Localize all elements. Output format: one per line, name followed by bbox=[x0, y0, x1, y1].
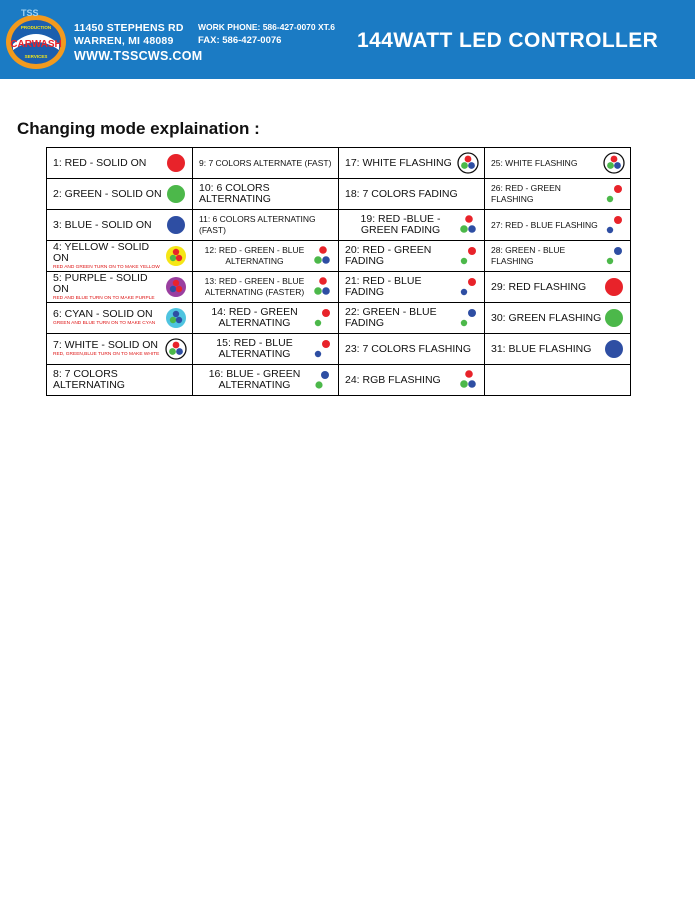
mode-cell bbox=[485, 241, 630, 271]
mode-cell bbox=[485, 303, 630, 333]
mode-cell bbox=[339, 179, 484, 209]
mode-note: RED AND BLUE TURN ON TO MAKE PURPLE bbox=[53, 295, 155, 301]
table-cell bbox=[47, 241, 193, 272]
table-row bbox=[47, 334, 631, 365]
work-phone: WORK PHONE: 586-427-0070 XT.6 bbox=[198, 22, 335, 32]
purple-mix-icon bbox=[164, 276, 188, 298]
green-dot-icon bbox=[602, 307, 626, 329]
website-text: WWW.TSSCWS.COM bbox=[74, 49, 203, 63]
mode-cell bbox=[47, 179, 192, 209]
mode-label: 13: RED - GREEN - BLUE ALTERNATING (FASTER) bbox=[204, 276, 305, 297]
white-rgb-icon bbox=[602, 152, 626, 174]
rgb-triad-icon bbox=[310, 245, 334, 267]
table-cell bbox=[47, 148, 193, 179]
empty-cell bbox=[485, 365, 630, 395]
mode-cell bbox=[47, 210, 192, 240]
blue-dot-icon bbox=[602, 338, 626, 360]
mode-label: 10: 6 COLORS ALTERNATING bbox=[199, 182, 271, 205]
table-row bbox=[47, 210, 631, 241]
table-cell bbox=[339, 303, 485, 334]
mode-label: 4: YELLOW - SOLID ON bbox=[53, 240, 150, 264]
blue-green-icon bbox=[310, 369, 334, 391]
table-cell bbox=[47, 365, 193, 396]
mode-label: 25: WHITE FLASHING bbox=[491, 157, 578, 168]
mode-cell bbox=[193, 365, 338, 395]
mode-cell bbox=[339, 241, 484, 271]
table-cell bbox=[47, 303, 193, 334]
company-address bbox=[74, 22, 184, 48]
red-green-icon bbox=[310, 307, 334, 329]
table-cell bbox=[339, 179, 485, 210]
table-cell bbox=[485, 210, 631, 241]
mode-cell bbox=[485, 179, 630, 209]
contact-phone bbox=[198, 21, 335, 47]
fax-number: FAX: 586-427-0076 bbox=[198, 35, 282, 46]
header-banner bbox=[0, 0, 695, 79]
table-cell bbox=[485, 334, 631, 365]
mode-cell bbox=[339, 148, 484, 178]
red-dot-icon bbox=[164, 152, 188, 174]
table-cell bbox=[485, 272, 631, 303]
mode-label: 27: RED - BLUE FLASHING bbox=[491, 219, 598, 230]
mode-cell bbox=[193, 210, 338, 240]
table-row bbox=[47, 148, 631, 179]
mode-cell bbox=[47, 241, 192, 271]
rgb-triad-icon bbox=[310, 276, 334, 298]
mode-table-body bbox=[47, 148, 631, 396]
mode-label: 19: RED -BLUE - GREEN FADING bbox=[360, 213, 441, 236]
mode-label: 30: GREEN FLASHING bbox=[491, 311, 602, 324]
mode-label: 5: PURPLE - SOLID ON bbox=[53, 271, 148, 295]
red-blue-icon bbox=[456, 276, 480, 298]
table-cell bbox=[193, 179, 339, 210]
mode-cell bbox=[193, 303, 338, 333]
white-rgb-icon bbox=[456, 152, 480, 174]
table-cell bbox=[193, 210, 339, 241]
mode-label: 7: WHITE - SOLID ON bbox=[53, 339, 159, 351]
address-line-1: 11450 STEPHENS RD bbox=[74, 22, 184, 34]
green-blue-icon bbox=[602, 245, 626, 267]
mode-cell bbox=[485, 334, 630, 364]
table-cell bbox=[339, 334, 485, 365]
mode-cell bbox=[193, 241, 338, 271]
mode-label: 8: 7 COLORS ALTERNATING bbox=[53, 368, 125, 391]
mode-label: 2: GREEN - SOLID ON bbox=[53, 187, 162, 200]
rgb-triad-icon bbox=[456, 214, 480, 236]
table-row bbox=[47, 179, 631, 210]
table-cell bbox=[47, 179, 193, 210]
mode-label: 3: BLUE - SOLID ON bbox=[53, 218, 152, 231]
mode-label: 31: BLUE FLASHING bbox=[491, 342, 592, 355]
mode-label: 29: RED FLASHING bbox=[491, 280, 587, 293]
mode-label: 11: 6 COLORS ALTERNATING (FAST) bbox=[199, 214, 316, 235]
white-rgb-icon bbox=[164, 338, 188, 360]
table-cell bbox=[339, 241, 485, 272]
mode-label: 12: RED - GREEN - BLUE ALTERNATING bbox=[204, 245, 305, 266]
table-row bbox=[47, 365, 631, 396]
svg-text:CARWASH: CARWASH bbox=[10, 39, 62, 50]
mode-cell bbox=[339, 210, 484, 240]
section-heading: Changing mode explaination : bbox=[17, 119, 260, 138]
mode-label: 22: GREEN - BLUE FADING bbox=[345, 306, 437, 329]
table-cell bbox=[193, 148, 339, 179]
mode-cell bbox=[47, 148, 192, 178]
mode-cell bbox=[47, 365, 192, 395]
blue-dot-icon bbox=[164, 214, 188, 236]
red-green-icon bbox=[456, 245, 480, 267]
mode-label: 18: 7 COLORS FADING bbox=[345, 187, 458, 200]
table-row bbox=[47, 241, 631, 272]
table-cell bbox=[47, 210, 193, 241]
table-cell bbox=[193, 303, 339, 334]
mode-cell bbox=[193, 179, 338, 209]
mode-cell bbox=[193, 148, 338, 178]
mode-cell bbox=[339, 365, 484, 395]
carwash-logo-icon bbox=[3, 4, 69, 74]
page-title: 144WATT LED CONTROLLER bbox=[357, 29, 659, 52]
mode-note: RED AND GREEN TURN ON TO MAKE YELLOW bbox=[53, 264, 160, 270]
table-cell bbox=[485, 365, 631, 396]
table-cell bbox=[47, 334, 193, 365]
mode-label: 15: RED - BLUE ALTERNATING bbox=[216, 337, 293, 360]
mode-cell bbox=[193, 334, 338, 364]
mode-cell bbox=[47, 303, 192, 333]
mode-label: 9: 7 COLORS ALTERNATE (FAST) bbox=[199, 157, 332, 168]
red-blue-icon bbox=[310, 338, 334, 360]
table-cell bbox=[485, 303, 631, 334]
mode-label: 24: RGB FLASHING bbox=[345, 373, 441, 386]
table-cell bbox=[485, 241, 631, 272]
table-cell bbox=[193, 365, 339, 396]
svg-text:SERVICES: SERVICES bbox=[24, 54, 48, 59]
mode-label: 23: 7 COLORS FLASHING bbox=[345, 342, 472, 355]
mode-note: RED, GREEN,BLUE TURN ON TO MAKE WHITE bbox=[53, 352, 160, 357]
table-cell bbox=[339, 272, 485, 303]
mode-cell bbox=[485, 148, 630, 178]
table-cell bbox=[47, 272, 193, 303]
mode-label: 6: CYAN - SOLID ON bbox=[53, 308, 153, 320]
table-cell bbox=[339, 365, 485, 396]
address-line-2: WARREN, MI 48089 bbox=[74, 35, 174, 47]
mode-cell bbox=[47, 272, 192, 302]
mode-cell bbox=[485, 272, 630, 302]
table-cell bbox=[339, 148, 485, 179]
svg-text:PRODUCTION: PRODUCTION bbox=[20, 25, 52, 30]
red-green-icon bbox=[602, 183, 626, 205]
mode-cell bbox=[339, 334, 484, 364]
mode-label: 20: RED - GREEN FADING bbox=[345, 244, 432, 267]
mode-label: 1: RED - SOLID ON bbox=[53, 156, 147, 169]
mode-cell bbox=[339, 303, 484, 333]
table-row bbox=[47, 303, 631, 334]
mode-label: 28: GREEN - BLUE FLASHING bbox=[491, 245, 566, 266]
mode-label: 17: WHITE FLASHING bbox=[345, 156, 452, 169]
mode-cell bbox=[47, 334, 192, 364]
green-dot-icon bbox=[164, 183, 188, 205]
red-blue-icon bbox=[602, 214, 626, 236]
table-cell bbox=[193, 241, 339, 272]
mode-cell bbox=[339, 272, 484, 302]
table-cell bbox=[193, 272, 339, 303]
table-cell bbox=[193, 334, 339, 365]
svg-text:TSS: TSS bbox=[21, 8, 39, 18]
table-cell bbox=[485, 179, 631, 210]
table-cell bbox=[485, 148, 631, 179]
mode-label: 16: BLUE - GREEN ALTERNATING bbox=[208, 368, 301, 391]
table-row bbox=[47, 272, 631, 303]
mode-label: 26: RED - GREEN FLASHING bbox=[491, 183, 561, 204]
mode-cell bbox=[485, 210, 630, 240]
yellow-mix-icon bbox=[164, 245, 188, 267]
mode-cell bbox=[193, 272, 338, 302]
mode-table bbox=[46, 147, 631, 396]
rgb-triad-icon bbox=[456, 369, 480, 391]
mode-label: 21: RED - BLUE FADING bbox=[345, 275, 422, 298]
mode-note: GREEN AND BLUE TURN ON TO MAKE CYAN bbox=[53, 321, 156, 326]
cyan-mix-icon bbox=[164, 307, 188, 329]
red-dot-icon bbox=[602, 276, 626, 298]
green-blue-icon bbox=[456, 307, 480, 329]
mode-label: 14: RED - GREEN ALTERNATING bbox=[211, 306, 298, 329]
table-cell bbox=[339, 210, 485, 241]
